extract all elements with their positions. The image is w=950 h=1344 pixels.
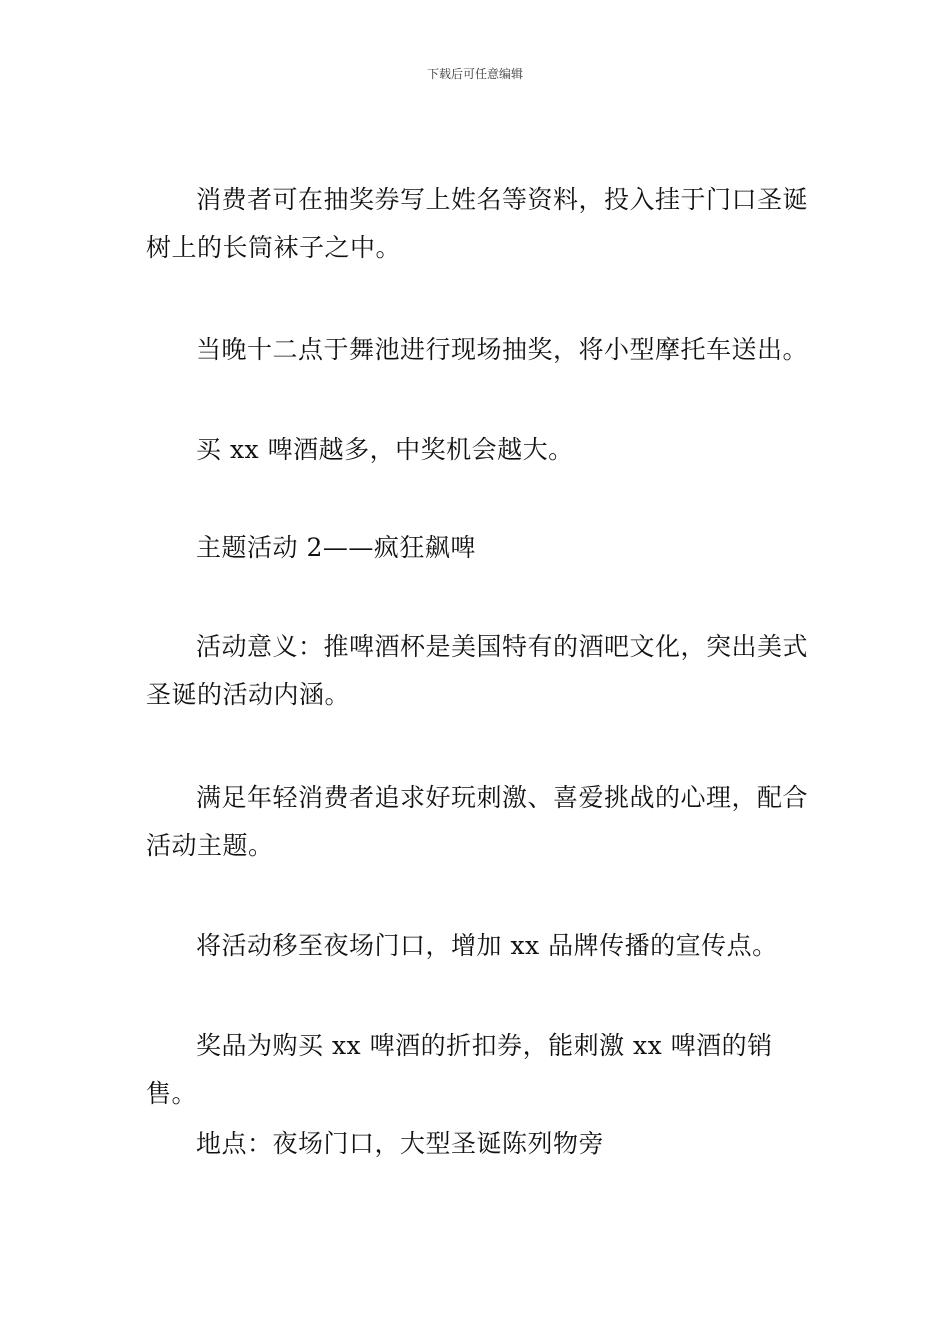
- paragraph-location: 地点：夜场门口，大型圣诞陈列物旁: [196, 1129, 605, 1158]
- paragraph-midnight-draw: 当晚十二点于舞池进行现场抽奖，将小型摩托车送出。: [196, 335, 809, 364]
- paragraph-young-consumers: 满足年轻消费者追求好玩刺激、喜爱挑战的心理，配合活动主题。: [146, 783, 809, 860]
- paragraph-lottery-ticket: 消费者可在抽奖券写上姓名等资料，投入挂于门口圣诞树上的长筒袜子之中。: [146, 185, 809, 262]
- paragraph-prize-coupon: 奖品为购买 xx 啤酒的折扣券，能刺激 xx 啤酒的销售。: [146, 1031, 773, 1108]
- paragraph-buy-more: 买 xx 啤酒越多，中奖机会越大。: [196, 435, 574, 464]
- paragraph-activity-significance: 活动意义：推啤酒杯是美国特有的酒吧文化，突出美式圣诞的活动内涵。: [146, 632, 809, 709]
- page-header: 下载后可任意编辑: [426, 67, 523, 81]
- paragraph-move-to-entrance: 将活动移至夜场门口，增加 xx 品牌传播的宣传点。: [196, 931, 778, 960]
- paragraph-theme-activity-2: 主题活动 2——疯狂飙啤: [196, 533, 476, 562]
